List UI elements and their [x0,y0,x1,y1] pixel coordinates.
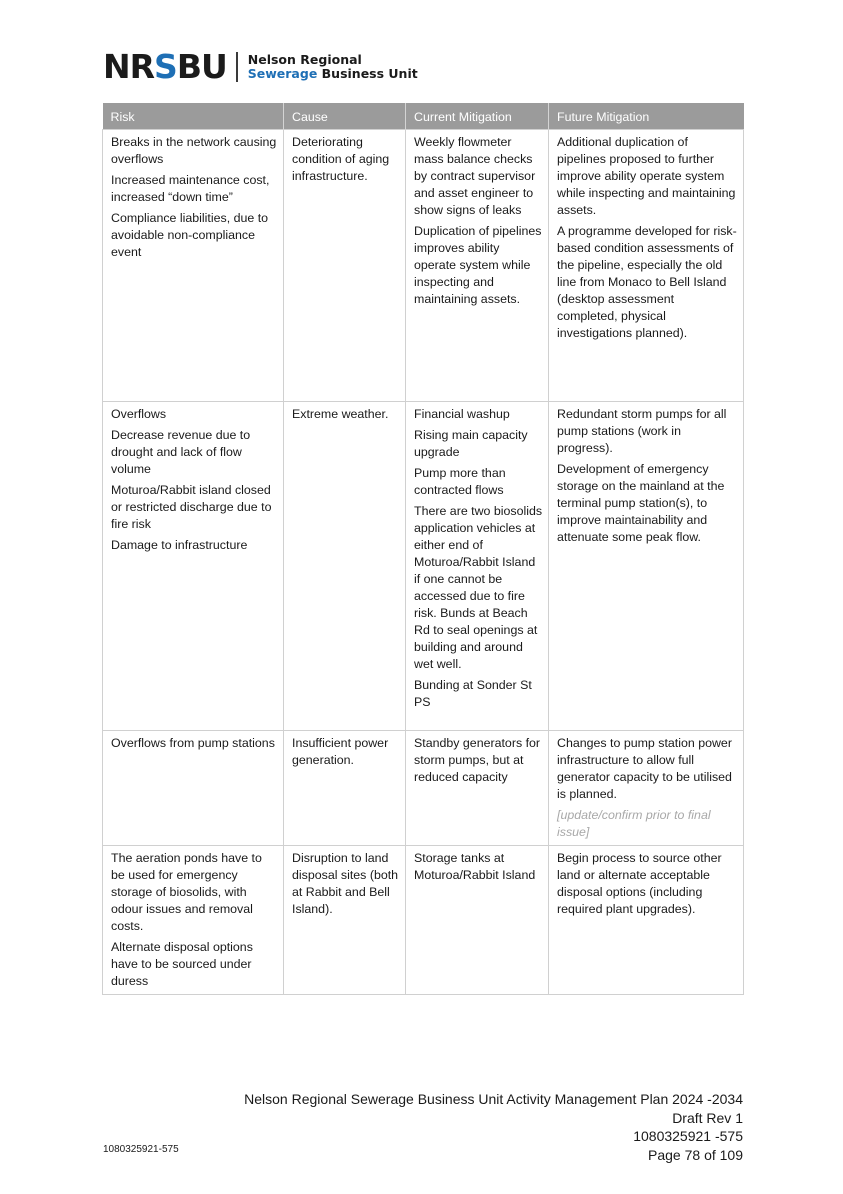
table-row [103,731,744,846]
risk-table [102,103,744,995]
logo-wordmark: NRSBU [103,47,227,86]
risk-cell [103,130,284,402]
cell-paragraph: Storage tanks at Moturoa/Rabbit Island [414,851,536,882]
cell-paragraph: Redundant storm pumps for all pump stations (work in progress). [557,407,727,455]
future-mitigation-cell [549,846,744,995]
table-row [103,130,744,402]
cell-paragraph: Weekly flowmeter mass balance checks by contract supervisor and asset engineer to show signs of leaks [414,135,536,217]
footer-doc-title: Nelson Regional Sewerage Business Unit Activity Management Plan 2024 -2034 [244,1091,743,1107]
future-mitigation-cell [549,731,744,846]
editorial-note: [update/confirm prior to final issue] [557,808,711,839]
cell-paragraph: Compliance liabilities, due to avoidable non-compliance event [111,211,269,259]
risk-cell [103,731,284,846]
cell-paragraph: The aeration ponds have to be used for emergency storage of biosolids, with odour issues and removal costs. [111,851,262,933]
cause-cell [284,846,406,995]
table-header-row [103,103,744,130]
table-row [103,402,744,731]
cell-paragraph: Damage to infrastructure [111,538,248,552]
cell-paragraph: Standby generators for storm pumps, but at reduced capacity [414,736,541,784]
cell-paragraph: Decrease revenue due to drought and lack of flow volume [111,428,251,476]
cell-paragraph: There are two biosolids application vehicles at either end of Moturoa/Rabbit Island if one cannot be accessed due to fire risk. Bunds at Beach Rd to seal openings at building and around wet well. [414,504,543,671]
cell-paragraph: Disruption to land disposal sites (both at Rabbit and Bell Island). [292,851,399,916]
header-current-mitigation: Current Mitigation [406,103,549,130]
header-future-mitigation: Future Mitigation [549,103,744,130]
cell-paragraph: Increased maintenance cost, increased “down time” [111,173,270,204]
cell-paragraph: Deteriorating condition of aging infrastructure. [292,135,390,183]
cause-cell [284,402,406,731]
cell-paragraph: Moturoa/Rabbit island closed or restricted discharge due to fire risk [111,483,272,531]
header-cause: Cause [284,103,406,130]
future-mitigation-cell [549,130,744,402]
cell-paragraph: A programme developed for risk-based condition assessments of the pipeline, especially the old line from Monaco to Bell Island (desktop assessment completed, physical investigations planned). [557,224,737,340]
cell-paragraph: Changes to pump station power infrastructure to allow full generator capacity to be utilised is planned. [557,736,732,801]
cell-paragraph: Financial washup [414,407,510,421]
cell-paragraph: Alternate disposal options have to be sourced under duress [111,940,253,988]
risk-cell [103,846,284,995]
footer-page-number: Page 78 of 109 [648,1146,743,1163]
table-row [103,846,744,995]
risk-cell [103,402,284,731]
cell-paragraph: Rising main capacity upgrade [414,428,528,459]
cause-cell [284,731,406,846]
cell-paragraph: Duplication of pipelines improves ability operate system while inspecting and maintaining assets. [414,224,542,306]
cause-cell [284,130,406,402]
current-mitigation-cell [406,402,549,731]
cell-paragraph: Breaks in the network causing overflows [111,135,277,166]
future-mitigation-cell [549,402,744,731]
logo-subtitle: Nelson Regional Sewerage Business Unit [247,52,418,81]
current-mitigation-cell [406,130,549,402]
footer-info [244,1090,743,1164]
current-mitigation-cell [406,731,549,846]
nrsbu-logo [103,47,418,86]
cell-paragraph: Additional duplication of pipelines proposed to further improve ability operate system while inspecting and maintaining assets. [557,135,736,217]
footer-doc-code: 1080325921-575 [103,1144,179,1155]
current-mitigation-cell [406,846,549,995]
cell-paragraph: Insufficient power generation. [292,736,389,767]
cell-paragraph: Overflows [111,407,167,421]
cell-paragraph: Development of emergency storage on the mainland at the terminal pump station(s), to improve maintainability and attenuate some peak flow. [557,462,725,544]
logo-divider [236,52,238,82]
footer-revision: Draft Rev 1 [672,1109,743,1126]
cell-paragraph: Overflows from pump stations [111,736,275,750]
header-risk: Risk [103,103,284,130]
cell-paragraph: Begin process to source other land or alternate acceptable disposal options (including required plant upgrades). [557,851,722,916]
cell-paragraph: Pump more than contracted flows [414,466,506,497]
cell-paragraph: Bunding at Sonder St PS [414,678,532,709]
footer-doc-number: 1080325921 -575 [633,1128,743,1144]
cell-paragraph: Extreme weather. [292,407,389,421]
